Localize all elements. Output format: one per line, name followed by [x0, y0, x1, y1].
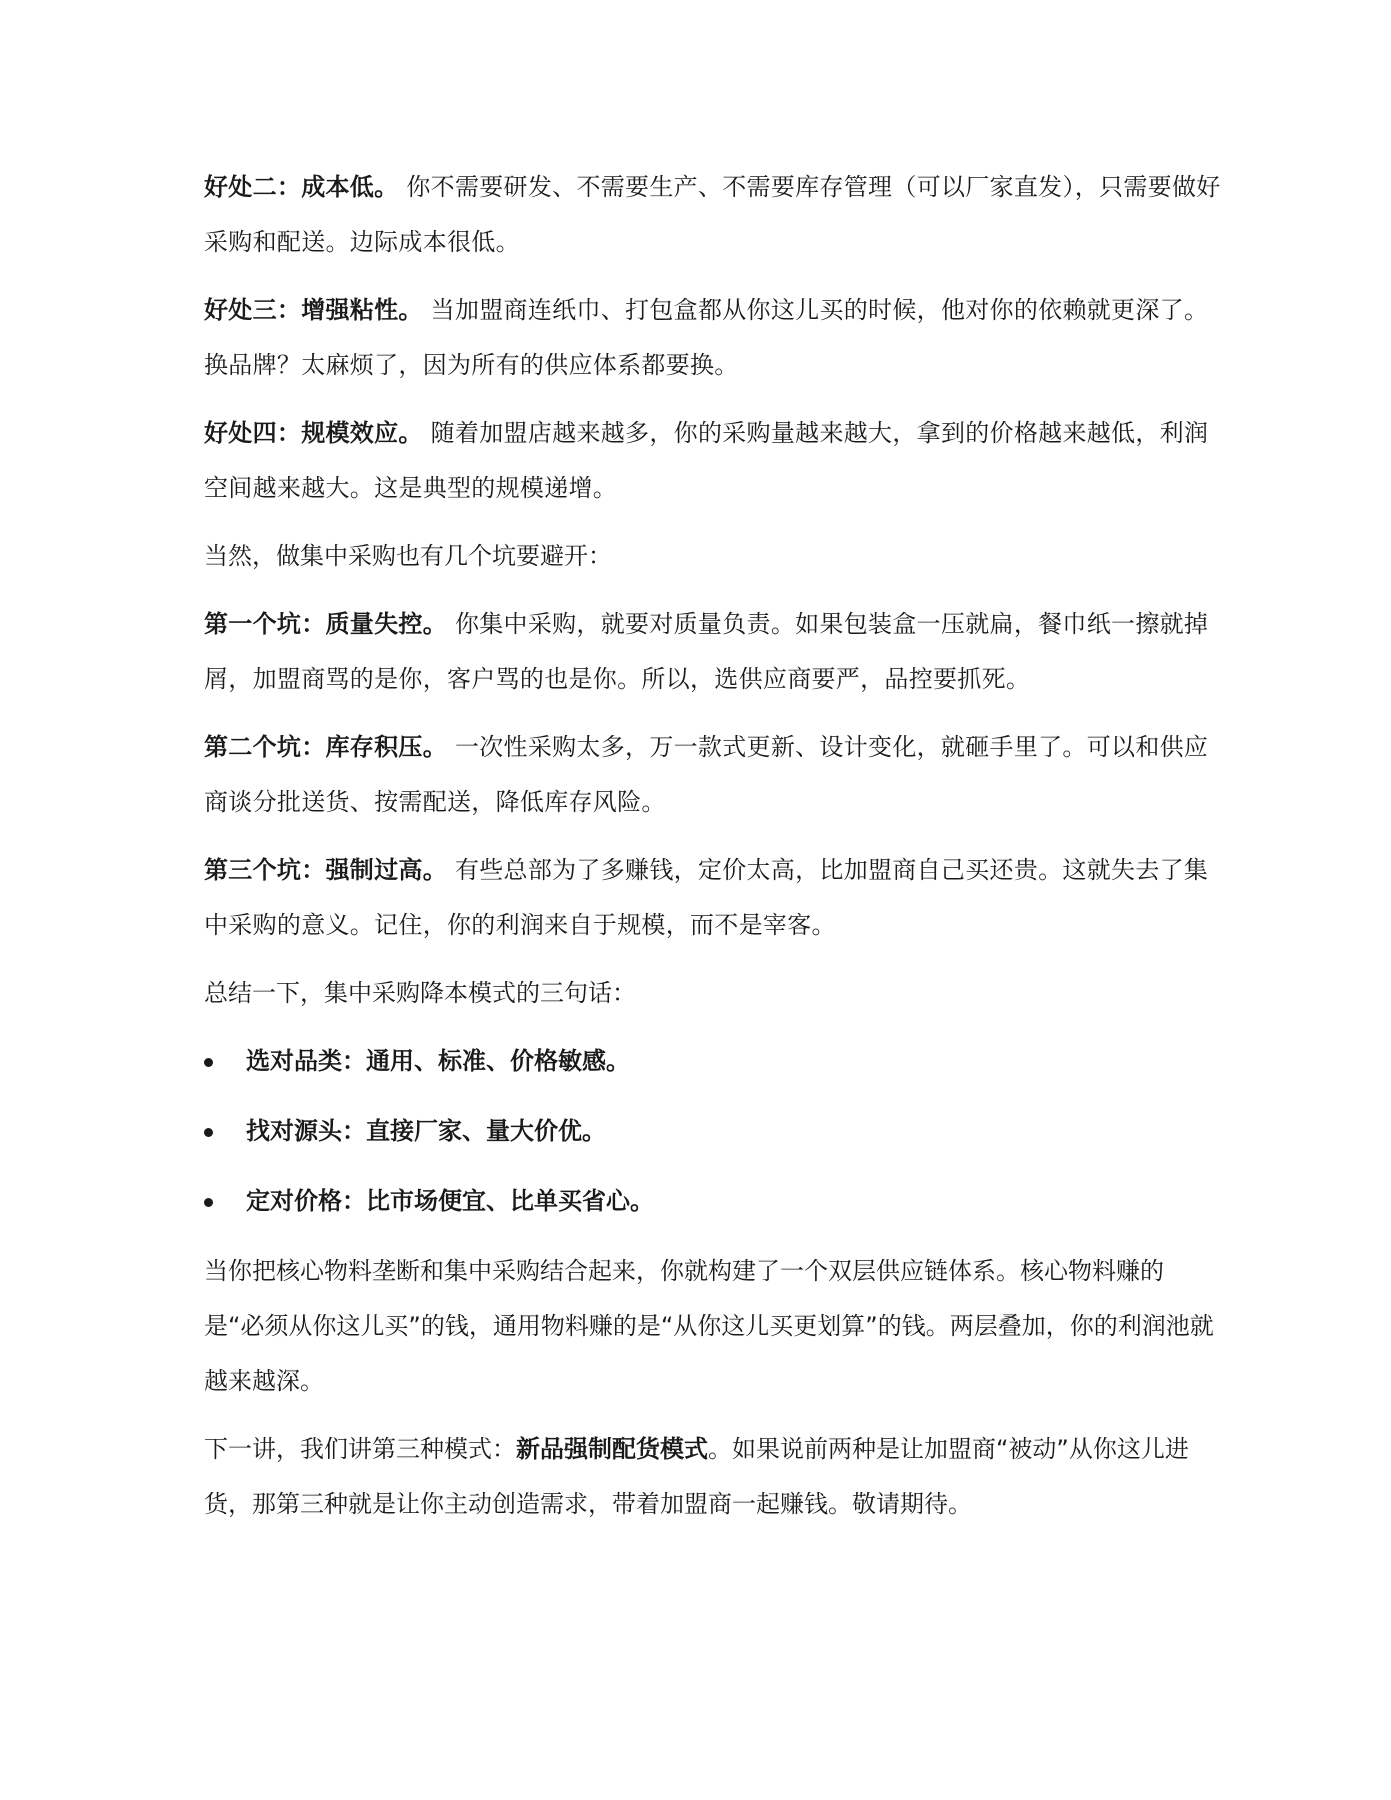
- bullet-text: 选对品类：通用、标准、价格敏感。: [246, 1047, 630, 1075]
- pitfall-lead: 第一个坑：质量失控。: [204, 610, 447, 638]
- pitfall-lead: 第二个坑：库存积压。: [204, 733, 447, 761]
- list-item: [204, 1034, 1221, 1089]
- bullet-text: 定对价格：比市场便宜、比单买省心。: [246, 1187, 654, 1215]
- pitfall-text: 你集中采购，就要对质量负责。如果包装盒一压就扁，餐巾纸一擦就掉屑，加盟商骂的是你，客户骂的也是你。所以，选供应商要严，品控要抓死。: [204, 610, 1209, 693]
- pitfall-lead: 第三个坑：强制过高。: [204, 856, 447, 884]
- pitfall-paragraph-1: [204, 597, 1221, 707]
- next-lecture-paragraph: [204, 1422, 1221, 1532]
- summary-bullet-list: [204, 1034, 1221, 1229]
- pitfall-paragraph-3: [204, 843, 1221, 953]
- benefit-text: 你不需要研发、不需要生产、不需要库存管理（可以厂家直发），只需要做好采购和配送。边际成本很低。: [204, 173, 1221, 256]
- benefit-lead: 好处四：规模效应。: [204, 419, 423, 447]
- benefit-paragraph-3: [204, 283, 1221, 393]
- next-lecture-bold: 新品强制配货模式: [516, 1435, 708, 1463]
- pitfall-text: 有些总部为了多赚钱，定价太高，比加盟商自己买还贵。这就失去了集中采购的意义。记住，你的利润来自于规模，而不是宰客。: [204, 856, 1209, 939]
- bullet-dot-icon: [204, 1058, 213, 1067]
- pitfalls-intro: 当然，做集中采购也有几个坑要避开：: [204, 542, 612, 570]
- benefit-lead: 好处三：增强粘性。: [204, 296, 423, 324]
- benefit-text: 当加盟商连纸巾、打包盒都从你这儿买的时候，他对你的依赖就更深了。换品牌？太麻烦了，因为所有的供应体系都要换。: [204, 296, 1209, 379]
- conclusion-paragraph: 当你把核心物料垄断和集中采购结合起来，你就构建了一个双层供应链体系。核心物料赚的是“必须从你这儿买”的钱，通用物料赚的是“从你这儿买更划算”的钱。两层叠加，你的利润池就越来越深。: [204, 1257, 1214, 1395]
- next-lecture-before: 下一讲，我们讲第三种模式：: [204, 1435, 516, 1463]
- benefit-lead: 好处二：成本低。: [204, 173, 399, 201]
- pitfall-text: 一次性采购太多，万一款式更新、设计变化，就砸手里了。可以和供应商谈分批送货、按需配送，降低库存风险。: [204, 733, 1209, 816]
- bullet-text: 找对源头：直接厂家、量大价优。: [246, 1117, 606, 1145]
- list-item: [204, 1104, 1221, 1159]
- benefit-paragraph-2: [204, 160, 1221, 270]
- summary-intro: 总结一下，集中采购降本模式的三句话：: [204, 979, 636, 1007]
- list-item: [204, 1174, 1221, 1229]
- next-lecture-after: 。如果说前两种是让加盟商“被动”从你这儿进货，那第三种就是让你主动创造需求，带着加盟商一起赚钱。敬请期待。: [204, 1435, 1189, 1518]
- benefit-text: 随着加盟店越来越多，你的采购量越来越大，拿到的价格越来越低，利润空间越来越大。这是典型的规模递增。: [204, 419, 1209, 502]
- bullet-dot-icon: [204, 1128, 213, 1137]
- benefit-paragraph-4: [204, 406, 1221, 516]
- pitfall-paragraph-2: [204, 720, 1221, 830]
- bullet-dot-icon: [204, 1198, 213, 1207]
